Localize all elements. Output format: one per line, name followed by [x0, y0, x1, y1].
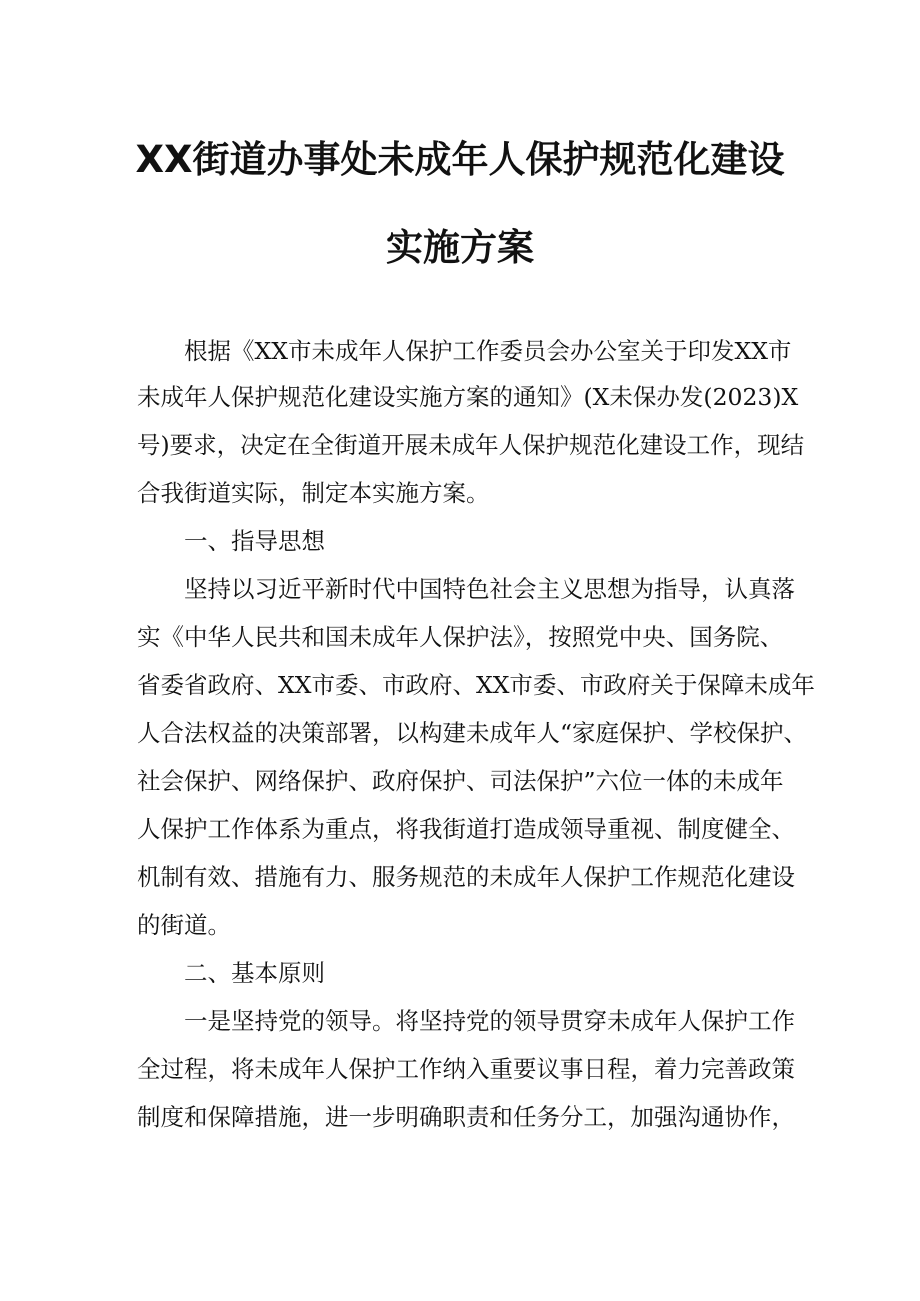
paragraph-line: 坚持以习近平新时代中国特色社会主义思想为指导，认真落	[184, 575, 795, 603]
paragraph-line: 号)要求，决定在全街道开展未成年人保护规范化建设工作，现结	[137, 431, 805, 459]
paragraph-line: 一是坚持党的领导。将坚持党的领导贯穿未成年人保护工作	[184, 1007, 795, 1035]
paragraph-line: 的街道。	[137, 911, 231, 939]
paragraph-line: 未成年人保护规范化建设实施方案的通知》(X未保办发(2023)X	[137, 383, 799, 411]
document-title-line-2: 实施方案	[386, 226, 534, 269]
paragraph-line: 社会保护、网络保护、政府保护、司法保护”六位一体的未成年	[137, 767, 784, 795]
document-title-line-1: XX街道办事处未成年人保护规范化建设	[135, 138, 785, 181]
paragraph-line: 根据《XX市未成年人保护工作委员会办公室关于印发XX市	[184, 337, 792, 365]
section-heading: 一、指导思想	[184, 527, 325, 555]
paragraph-line: 人合法权益的决策部署，以构建未成年人“家庭保护、学校保护、	[137, 719, 808, 747]
paragraph-line: 机制有效、措施有力、服务规范的未成年人保护工作规范化建设	[137, 863, 795, 891]
paragraph-line: 合我街道实际，制定本实施方案。	[137, 479, 490, 507]
paragraph-line: 制度和保障措施，进一步明确职责和任务分工，加强沟通协作，	[137, 1103, 795, 1131]
paragraph-line: 人保护工作体系为重点，将我街道打造成领导重视、制度健全、	[137, 815, 795, 843]
paragraph-line: 省委省政府、XX市委、市政府、XX市委、市政府关于保障未成年	[137, 671, 815, 699]
paragraph-line: 全过程，将未成年人保护工作纳入重要议事日程，着力完善政策	[137, 1055, 795, 1083]
section-heading: 二、基本原则	[184, 959, 325, 987]
paragraph-line: 实《中华人民共和国未成年人保护法》，按照党中央、国务院、	[137, 623, 784, 651]
